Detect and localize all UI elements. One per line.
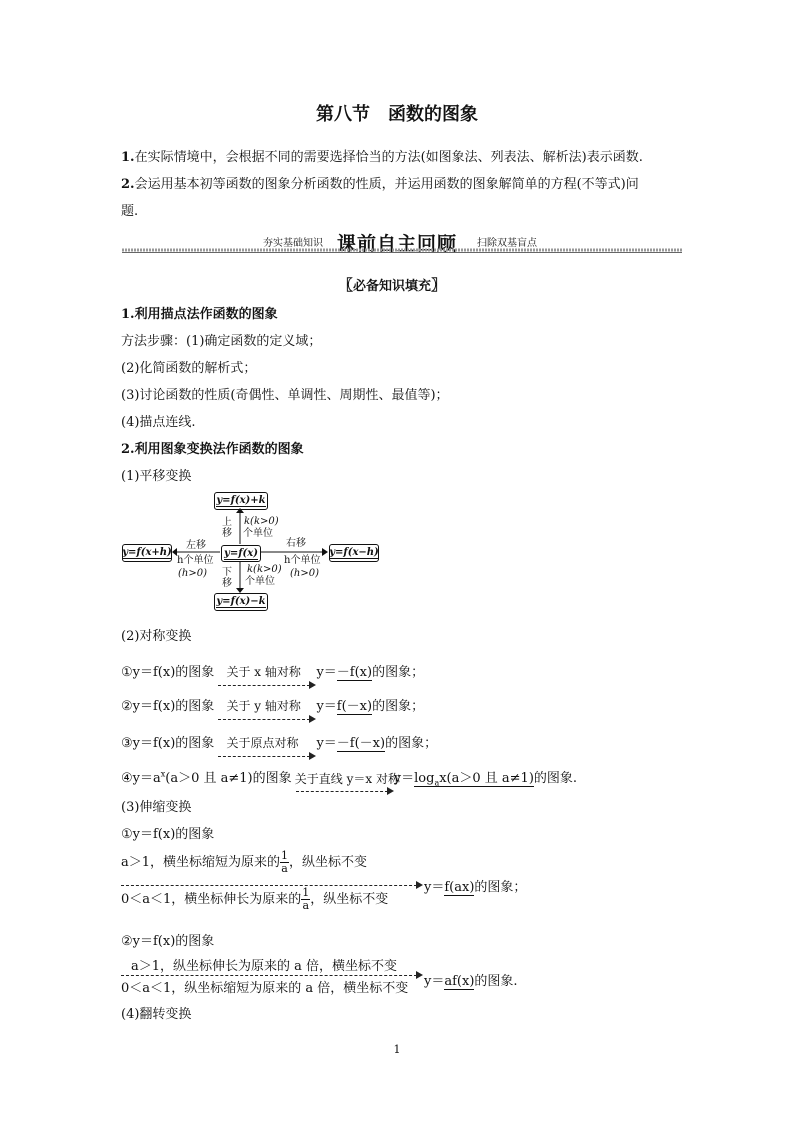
box-up: y=f(x)+k	[214, 492, 268, 510]
s1-line-1: 方法步骤：(1)确定函数的定义域；	[121, 334, 322, 349]
stretch-2-bottom: 0＜a＜1，纵坐标缩短为原来的 a 倍，横坐标不变	[121, 981, 409, 996]
goal-2: 2.会运用基本初等函数的图象分析函数的性质，并运用函数的图象解简单的方程(不等式)问	[121, 177, 639, 192]
flip-title: (4)翻转变换	[121, 1007, 192, 1022]
left-cond-b: (h>0)	[178, 568, 207, 579]
up-cond-b: 个单位	[243, 528, 273, 539]
left-label: 左移	[186, 540, 206, 551]
section-2-heading: 2.利用图象变换法作函数的图象	[121, 442, 304, 457]
right-bracket: 〗	[431, 276, 447, 294]
down-cond-b: 个单位	[245, 576, 275, 587]
box-title: 〖必备知识填充〗	[338, 276, 447, 294]
sym-row-1: ①y＝f(x)的图象 关于 x 轴对称 y＝－f(x)的图象；	[121, 661, 424, 680]
banner-left: 夯实基础知识	[263, 238, 323, 249]
banner-divider	[122, 233, 682, 253]
down-cond-a: k(k>0)	[247, 564, 282, 575]
sym-4-answer: $\log_ax(a>0$ 且 a≠1)	[414, 771, 534, 788]
stretch-1-bottom: 0＜a＜1，横坐标伸长为原来的 $\frac{1}{a}$ ，纵坐标不变	[121, 886, 389, 912]
sym-row-2: ②y＝f(x)的图象 关于 y 轴对称 y＝f(－x)的图象；	[121, 695, 424, 714]
banner-center: 课前自主回顾	[337, 233, 458, 255]
section-1-heading: 1.利用描点法作函数的图象	[121, 307, 278, 322]
right-cond-a: h个单位	[284, 555, 321, 566]
stretch-title: (3)伸缩变换	[121, 800, 192, 815]
s1-line-3: (3)讨论函数的性质(奇偶性、单调性、周期性、最值等)；	[121, 388, 449, 403]
fraction-1-over-a: $\frac{1}{a}$	[281, 849, 289, 875]
box-center: y=f(x)	[221, 545, 261, 562]
sym-row-4: $④y=a^x(a>0$ 且 a≠1)的图象 关于直线 y＝x 对称 $y=\log_ax(a>0$ 且 a≠1)的图象.	[121, 767, 577, 788]
diagram-arrows	[120, 490, 390, 614]
down-label-a: 下	[222, 567, 232, 578]
stretch-2-arrow-line	[121, 975, 417, 976]
stretch-2-arrow-head	[416, 971, 423, 979]
stretch-2-result: y＝af(x)的图象.	[424, 974, 518, 989]
page-title: 第八节 函数的图象	[316, 104, 478, 125]
stretch-2-top: a＞1，纵坐标伸长为原来的 a 倍，横坐标不变	[131, 959, 398, 974]
up-cond-a: k(k>0)	[244, 516, 279, 527]
up-label-b: 移	[222, 528, 232, 539]
box-left: y=f(x+h)	[122, 544, 172, 562]
stretch-1-arrow-head	[416, 881, 423, 889]
down-label-b: 移	[222, 578, 232, 589]
s1-line-2: (2)化简函数的解析式；	[121, 361, 257, 376]
translate-title: (1)平移变换	[121, 469, 192, 484]
right-cond-b: (h>0)	[290, 568, 319, 579]
up-label-a: 上	[222, 517, 232, 528]
stretch-1-top: a＞1，横坐标缩短为原来的 $\frac{1}{a}$ ，纵坐标不变	[121, 849, 368, 875]
left-cond-a: h个单位	[177, 555, 214, 566]
stretch-1-result: y＝f(ax)的图象；	[424, 880, 527, 895]
stretch-1-pre: ①y＝f(x)的图象	[121, 827, 215, 842]
symmetry-title: (2)对称变换	[121, 629, 192, 644]
left-bracket: 〖	[338, 276, 354, 294]
stretch-2-pre: ②y＝f(x)的图象	[121, 934, 215, 949]
sym-row-3: ③y＝f(x)的图象 关于原点对称 y＝－f(－x)的图象；	[121, 732, 437, 751]
banner-right: 扫除双基盲点	[477, 238, 537, 249]
box-down: y=f(x)−k	[214, 593, 268, 611]
box-right: y=f(x−h)	[329, 544, 379, 562]
page-number: 1	[393, 1043, 401, 1056]
stretch-1-arrow-line	[121, 885, 417, 886]
s1-line-4: (4)描点连线.	[121, 415, 196, 430]
goal-2-cont: 题.	[121, 204, 139, 219]
goal-1: 1.在实际情境中，会根据不同的需要选择恰当的方法(如图象法、列表法、解析法)表示函数.	[121, 150, 643, 165]
fraction-1-over-a-2: $\frac{1}{a}$	[302, 886, 310, 912]
right-label: 右移	[286, 538, 306, 549]
